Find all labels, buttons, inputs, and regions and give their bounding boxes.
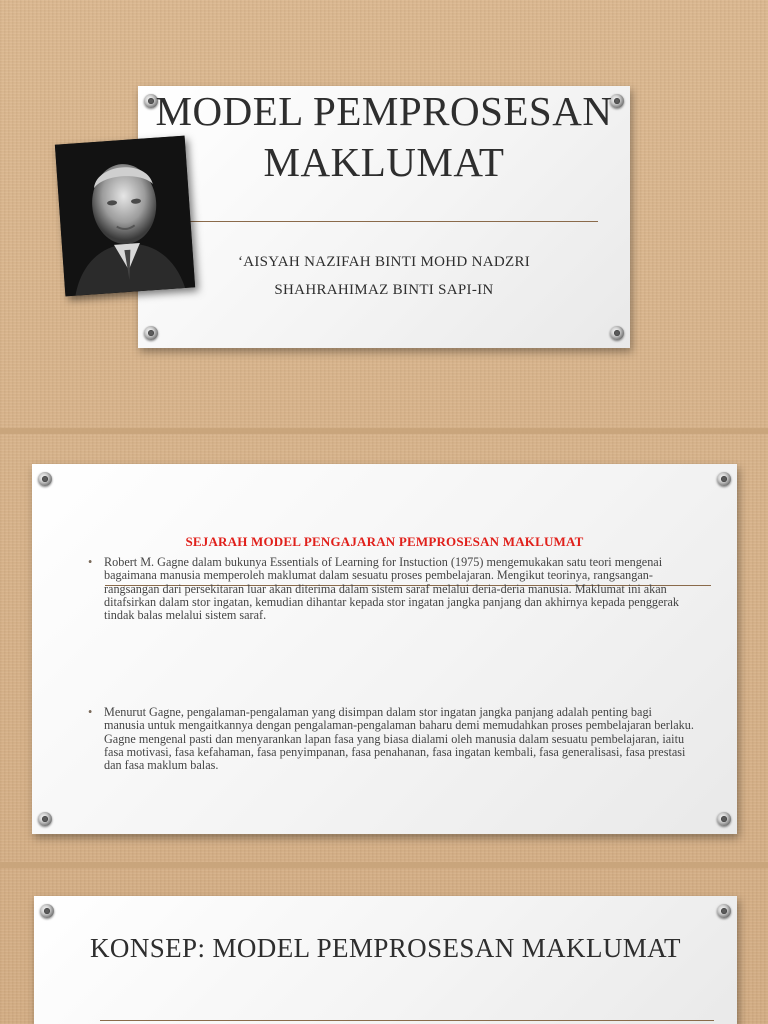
divider: [100, 1020, 714, 1021]
slide-1: [0, 0, 768, 428]
slide-2: [0, 434, 768, 862]
pin-icon: [717, 472, 731, 486]
bullet-icon: •: [88, 555, 93, 569]
bullet-text: Menurut Gagne, pengalaman-pengalaman yang disimpan dalam stor ingatan jangka panjang adalah penting bagi manusia untuk mengaitkannya dengan pengalaman-pengalaman baharu demi memudahkan proses pembelajaran berlaku. Gagne mengenal pasti dan menyarankan lapan fasa yang biasa dialami oleh manusia dalam sesuatu pembelajaran, iaitu fasa motivasi, fasa kefahaman, fasa penyimpanan, fasa penahanan, fasa ingatan kembali, fasa generalisasi, fasa prestasi dan fasa maklum balas.: [104, 705, 694, 773]
title-card: [34, 896, 737, 1024]
slide-3: [0, 868, 768, 1024]
pin-icon: [40, 904, 54, 918]
content-card: [32, 464, 737, 834]
author-name: SHAHRAHIMAZ BINTI SAPI-IN: [274, 282, 494, 298]
slide-title: KONSEP: MODEL PEMPROSESAN MAKLUMAT: [90, 933, 681, 963]
pin-icon: [38, 472, 52, 486]
bullet-item: [88, 706, 694, 772]
author-name: ‘AISYAH NAZIFAH BINTI MOHD NADZRI: [237, 254, 531, 270]
pin-icon: [144, 326, 158, 340]
bullet-text: Robert M. Gagne dalam bukunya Essentials of Learning for Instuction (1975) mengemukakan satu teori mengenai bagaimana manusia memperoleh maklumat dalam sesuatu proses pembelajaran. Mengikut teorinya, rangsangan-rangsangan dari persekitaran luar akan diterima dalam sistem saraf melalui deria-deria manusia. Maklumat ini akan ditafsirkan dalam stor ingatan, kemudian dihantar kepada stor ingatan jangka panjang dan akhirnya kepada penggerak tindak balas melalui sistem saraf.: [104, 555, 679, 623]
slide-title: MODEL PEMPROSESAN MAKLUMAT: [155, 88, 613, 185]
portrait-photo: [55, 136, 195, 297]
pin-icon: [610, 326, 624, 340]
pin-icon: [38, 812, 52, 826]
divider: [184, 221, 598, 222]
pin-icon: [717, 812, 731, 826]
bullet-icon: •: [88, 705, 93, 719]
pin-icon: [717, 904, 731, 918]
title-card: [138, 86, 630, 348]
bullet-item: [88, 556, 694, 622]
section-heading: SEJARAH MODEL PENGAJARAN PEMPROSESAN MAKLUMAT: [185, 534, 584, 549]
